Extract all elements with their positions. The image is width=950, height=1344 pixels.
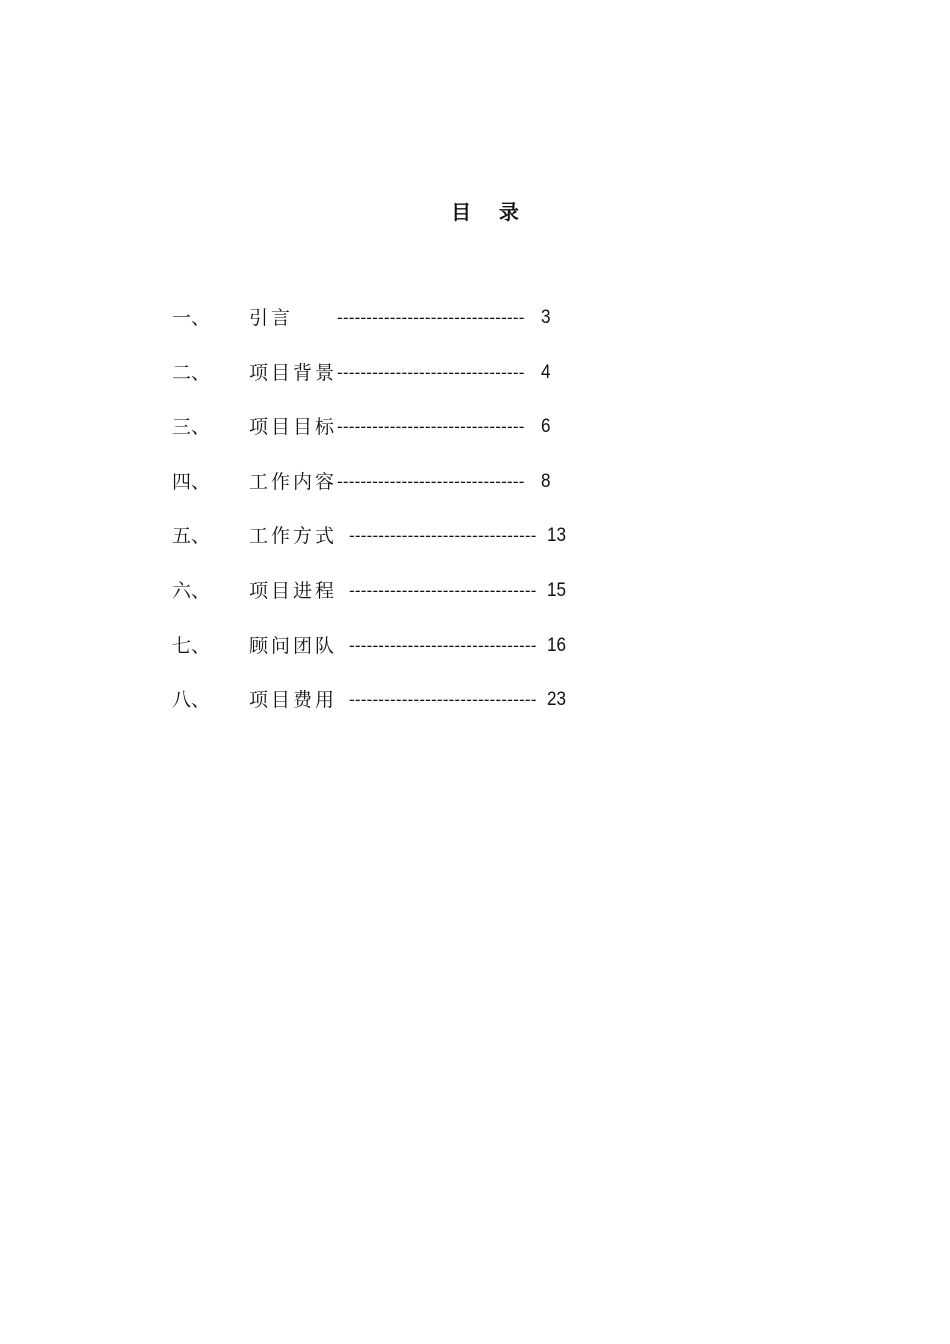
toc-item-label: 项目进程	[249, 579, 338, 602]
toc-item-number: 七、	[172, 634, 211, 657]
toc-item-page: 4	[541, 361, 551, 383]
toc-item-schedule[interactable]	[172, 576, 592, 631]
toc-item-label: 顾问团队	[249, 634, 338, 657]
toc-leader-dots: --------------------------------	[349, 580, 537, 600]
toc-item-number: 三、	[172, 416, 211, 439]
toc-leader-dots: --------------------------------	[349, 526, 537, 546]
toc-leader-dots: --------------------------------	[337, 417, 525, 437]
toc-item-label: 工作内容	[249, 470, 338, 493]
toc-item-page: 6	[541, 416, 551, 438]
toc-item-page: 3	[541, 307, 551, 328]
toc-item-background[interactable]	[172, 358, 592, 413]
toc-leader-dots: --------------------------------	[349, 690, 537, 710]
toc-item-page: 8	[541, 470, 551, 492]
toc-list	[172, 303, 592, 740]
toc-item-label: 项目目标	[249, 416, 338, 439]
toc-item-number: 五、	[172, 525, 211, 548]
toc-item-team[interactable]	[172, 631, 592, 686]
toc-item-number: 二、	[172, 361, 211, 384]
toc-item-label: 工作方式	[249, 525, 338, 548]
toc-leader-dots: --------------------------------	[337, 308, 525, 327]
toc-item-number: 四、	[172, 470, 211, 493]
toc-item-number: 六、	[172, 579, 211, 602]
toc-title: 目 录	[451, 200, 519, 224]
toc-item-number: 八、	[172, 689, 211, 712]
toc-item-objectives[interactable]	[172, 412, 592, 467]
toc-item-page: 15	[547, 579, 567, 601]
toc-item-page: 16	[547, 634, 567, 656]
toc-item-page: 23	[547, 689, 567, 711]
toc-item-introduction[interactable]	[172, 303, 592, 358]
toc-item-label: 项目费用	[249, 689, 338, 712]
toc-leader-dots: --------------------------------	[337, 471, 525, 491]
toc-item-page: 13	[547, 525, 567, 547]
toc-item-number: 一、	[172, 307, 211, 329]
toc-item-scope[interactable]	[172, 467, 592, 522]
toc-leader-dots: --------------------------------	[337, 362, 525, 382]
toc-item-fees[interactable]	[172, 685, 592, 740]
toc-leader-dots: --------------------------------	[349, 635, 537, 655]
toc-item-approach[interactable]	[172, 521, 592, 576]
toc-item-label: 引言	[249, 307, 294, 329]
toc-item-label: 项目背景	[249, 361, 338, 384]
